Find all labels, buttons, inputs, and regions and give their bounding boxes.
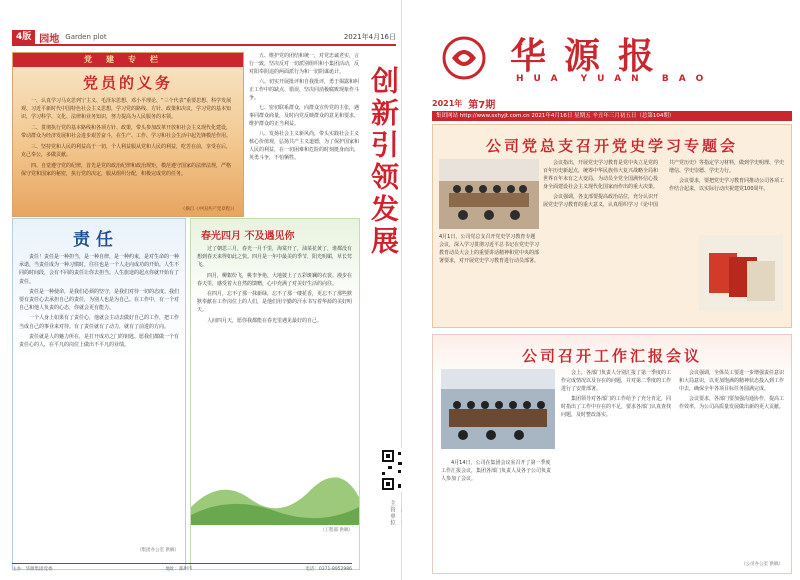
article-source: （公司办公室 供稿） bbox=[741, 562, 783, 567]
article-paragraph: 集团领导对各部门的工作给予了充分肯定，同时指出了工作中存在的不足，要求各部门认真查找问题，及时整改落实。 bbox=[561, 396, 672, 418]
issue-year: 2021年 bbox=[432, 98, 463, 108]
section-title: 园地 bbox=[39, 33, 60, 45]
article-paragraph: 人间四月天，愿你我都能在春光里遇见最好的自己。 bbox=[207, 317, 323, 324]
footer-vertical-item: 主管单位 bbox=[389, 500, 395, 526]
article-paragraph: 责任就是人的魅力所在，是打开成功之门的钥匙。愿我们都做一个有责任心的人，在平凡的岗位上做出不平凡的业绩。 bbox=[19, 333, 180, 349]
article-paragraph: 责任是一种使命，是我们必须的坚守，是我们对待一切的态度。我们要有责任心去承担自己的责任，为别人也是为自己。在工作中，有一个对自己和他人负责的心态，你就会更有能力。 bbox=[19, 288, 180, 312]
footer-address: 地址：郑州市 bbox=[165, 567, 193, 572]
issue-bar bbox=[432, 96, 792, 110]
article-paragraph: 过了朝思三月，春光一月千里，海棠开了，油菜花黄了，谁都没有想到春天来得如此之快。四月是一年中最美的季节，阳光明媚，草长莺飞。 bbox=[197, 246, 353, 269]
banner-paragraph: 三、坚持党和人民的利益高于一切，个人利益服从党和人民的利益，吃苦在前，享受在后，克己奉公，多做贡献。 bbox=[21, 144, 232, 158]
banner-title: 党员的义务 bbox=[82, 74, 173, 92]
responsibility-source: （集团办公室 供稿） bbox=[137, 548, 179, 553]
article-title: 公司召开工作汇报会议 bbox=[521, 347, 702, 365]
spring-article bbox=[190, 218, 360, 570]
article-paragraph: 会议要求，各部门要加强沟通协作，提高工作效率，为公司高质量发展做出新的更大贡献。 bbox=[679, 396, 785, 410]
article-paragraph: 4月1日，公司党总支召开党史学习教育专题会议，深入学习贯彻习近平总书记在党史学习教育动员大会上的重要讲话精神和党中央的部署要求，对开展党史学习教育进行动员部署。 bbox=[439, 234, 540, 264]
newspaper-title: 华源报 bbox=[510, 35, 673, 77]
company-logo-icon bbox=[442, 36, 486, 80]
newspaper-pinyin: HUA YUAN BAO bbox=[516, 74, 714, 84]
report-meeting-photo bbox=[441, 369, 555, 449]
article-paragraph: 会议强调，全体员工要进一步增强责任意识和大局意识，以更加饱满的精神状态投入到工作中去，确保全年各项目标任务圆满完成。 bbox=[679, 370, 785, 392]
duties-continued bbox=[249, 52, 359, 217]
section-title-en: Garden plot bbox=[65, 33, 107, 41]
duties-paragraph: 七、密切联系群众，向群众宣传党的主张，遇事同群众商量，及时向党反映群众的意见和要求，维护群众的正当利益。 bbox=[249, 105, 360, 127]
spring-title: 春光四月 不及遇见你 bbox=[201, 231, 295, 242]
article-paragraph: 会议要求，要把党史学习教育同推动公司各项工作结合起来，以实际行动庆祝建党100周年。 bbox=[669, 178, 785, 192]
masthead bbox=[432, 24, 792, 96]
article-lead bbox=[439, 233, 539, 265]
party-history-article bbox=[432, 124, 792, 328]
article-column-1 bbox=[441, 459, 555, 485]
spring-body bbox=[191, 243, 359, 329]
left-page-header bbox=[12, 30, 396, 46]
page-date: 2021年4月16日 bbox=[343, 33, 396, 41]
slogan-line-1: 创新引领发展 bbox=[367, 66, 400, 258]
responsibility-body bbox=[13, 251, 185, 353]
banner-band: 党建专栏 bbox=[13, 53, 243, 67]
article-paragraph: 一个人身上如果有了责任心，他就会主动去做好自己的工作，把工作当成自己的事业来对待。有了责任就有了动力，就有了前进的方向。 bbox=[19, 315, 180, 330]
work-report-article bbox=[432, 334, 792, 574]
duties-paragraph: 五、维护党的团结和统一，对党忠诚老实，言行一致，坚决反对一切派别组织和小集团活动，反对阳奉阴违的两面派行为和一切阴谋诡计。 bbox=[249, 53, 360, 75]
article-paragraph: 四月，柳絮纷飞，桃李争艳，大地披上了五彩斑斓的衣裳。漫步在春天里，感受着大自然的馈赠，心中充满了对美好生活的向往。 bbox=[197, 272, 353, 287]
right-page bbox=[402, 0, 800, 580]
left-footer bbox=[12, 563, 352, 572]
article-paragraph: 会上，各部门负责人分别汇报了第一季度的工作完成情况以及存在的问题，并对第二季度的工作进行了安排部署。 bbox=[561, 370, 672, 392]
article-column-2 bbox=[561, 369, 673, 421]
issue-number: 第7期 bbox=[468, 99, 496, 111]
meta-bar: 集团网站 http://www.sxhyjt.com.cn 2021年4月16日 星期五 辛丑年三月初五日（总第104期） bbox=[432, 111, 792, 121]
banner-body bbox=[13, 93, 243, 185]
duties-paragraph: 八、发扬社会主义新风尚，带头实践社会主义核心价值观，弘扬共产主义道德，为了保护国家和人民的利益，在一切困难和危险的时刻挺身而出，英勇斗争，不怕牺牲。 bbox=[249, 131, 360, 161]
duties-paragraph: 六、切实开展批评和自我批评，勇于揭露和纠正工作中的缺点、错误，坚决同消极腐败现象作斗争。 bbox=[249, 79, 360, 101]
banner-source: （摘自《中国共产党章程》） bbox=[180, 207, 237, 212]
page-number: 4版 bbox=[12, 30, 35, 44]
green-hills-illustration bbox=[191, 467, 359, 525]
banner-paragraph: 一、认真学习马克思列宁主义、毛泽东思想、邓小平理论、“三个代表”重要思想、科学发展观、习近平新时代中国特色社会主义思想，学习党的路线、方针、政策和决议，学习党的基本知识，学习科学、文化、法律和业务知识，努力提高为人民服务的本领。 bbox=[21, 98, 232, 120]
banner-paragraph: 四、自觉遵守党的纪律，首先是党的政治纪律和政治规矩，模范遵守国家的法律法规，严格保守党和国家的秘密，执行党的决定，服从组织分配，积极完成党的任务。 bbox=[21, 163, 232, 177]
article-paragraph: 会议强调，各支部要提高政治站位，充分认识开展党史学习教育的重大意义，认真组织学习《论中国共产党历史》等指定学习材料，做到学史明理、学史增信、学史崇德、学史力行。 bbox=[543, 160, 785, 208]
footer-publisher: 主办：华源集团党委 bbox=[12, 567, 53, 572]
responsibility-article bbox=[12, 218, 186, 570]
article-column-3 bbox=[679, 369, 787, 413]
article-paragraph: 在四月，忘不了那一抹新绿，忘不了那一缕花香，更忘不了那些默默奉献在工作岗位上的人们，是他们用辛勤的汗水书写着华源的美好明天。 bbox=[197, 291, 353, 314]
article-title: 公司党总支召开党史学习专题会 bbox=[485, 137, 738, 155]
meeting-photo bbox=[439, 159, 539, 229]
banner-paragraph: 二、贯彻执行党的基本路线和各项方针、政策，带头参加改革开放和社会主义现代化建设，带动群众为经济发展和社会进步艰苦奋斗，在生产、工作、学习和社会生活中起先锋模范作用。 bbox=[21, 125, 232, 139]
article-paragraph: 责任！责任是一种担当，是一种自律，是一种约束，是对生命的一种承诺。当责任成为一种习惯时，往往也是一个人走向成功的开始。人生不同的时间段，会有不同的责任让你去担当。人生旅途的起点你就开始有了责任。 bbox=[19, 254, 180, 285]
article-paragraph: 会议指出，开展党史学习教育是党中央立足党的百年历史新起点，统筹中华民族伟大复兴战略全局和世界百年未有之大变局，为动员全党全国满怀信心投身全面建设社会主义现代化国家而作出的重大决策。 bbox=[543, 160, 659, 190]
article-paragraph: 4月14日，公司在集团会议室召开了第一季度工作汇报会议，集团各部门负责人及各子公司负责人参加了会议。 bbox=[441, 460, 552, 482]
books-photo bbox=[699, 235, 783, 311]
responsibility-title: 责任 bbox=[73, 230, 119, 250]
party-duties-banner bbox=[12, 52, 244, 217]
footer-phone: 电话：0371-8952986 bbox=[305, 567, 352, 572]
spring-source: （工程部 供稿） bbox=[320, 528, 353, 533]
